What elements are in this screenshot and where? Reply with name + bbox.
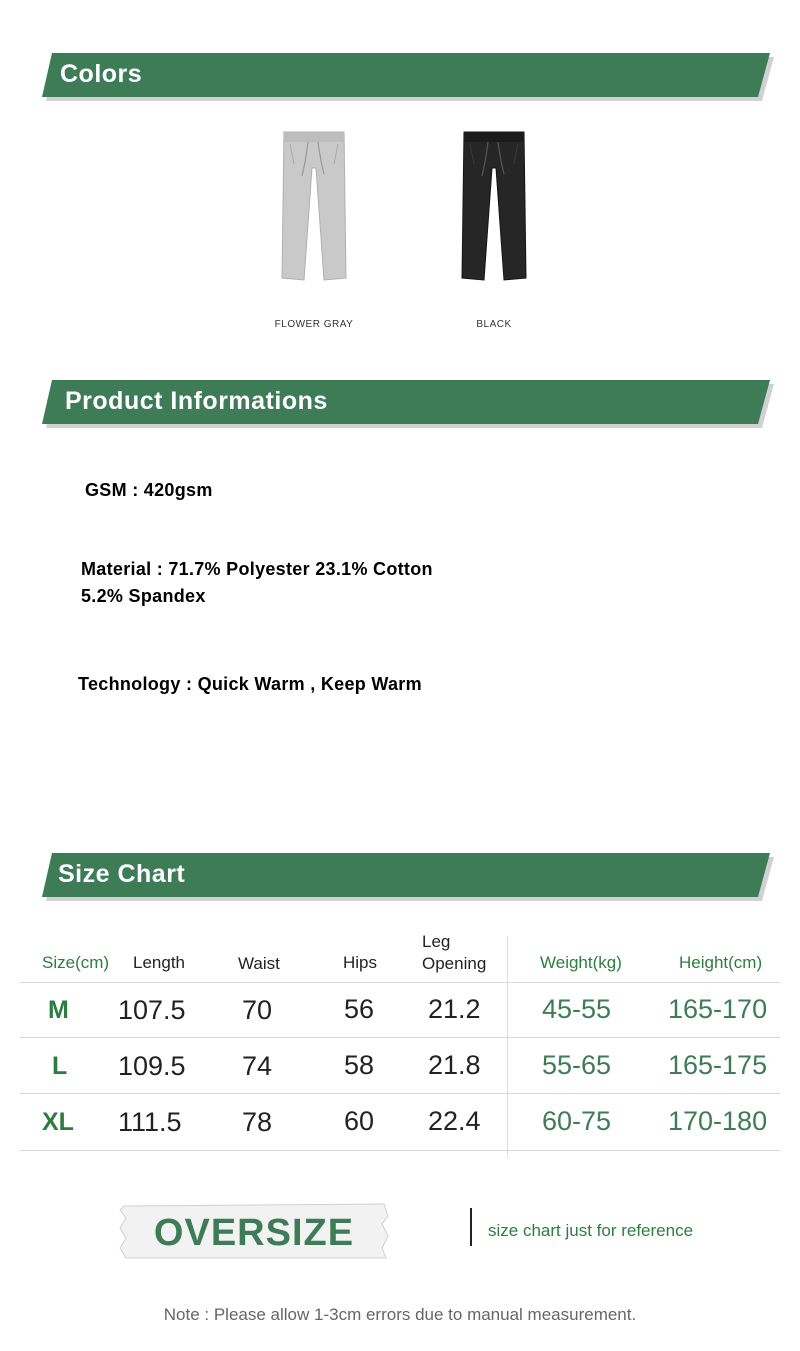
black-caption: BLACK	[476, 319, 512, 330]
table-divider	[20, 982, 780, 983]
header-length: Length	[133, 953, 185, 972]
hips-cell: 60	[344, 1106, 375, 1136]
height-cell: 170-180	[668, 1106, 768, 1136]
measurement-note: Note : Please allow 1-3cm errors due to manual measurement.	[163, 1305, 637, 1324]
product-info-title: Product Informations	[65, 387, 328, 415]
weight-cell: 55-65	[542, 1050, 612, 1080]
size-cell: M	[48, 996, 69, 1024]
leg-opening-cell: 22.4	[428, 1106, 481, 1136]
header-hips: Hips	[343, 953, 378, 972]
table-divider	[20, 1093, 780, 1094]
reference-text: size chart just for reference	[488, 1221, 694, 1240]
length-cell: 107.5	[118, 995, 186, 1025]
weight-cell: 60-75	[542, 1106, 612, 1136]
flower-gray-caption: FLOWER GRAY	[274, 319, 354, 330]
waist-cell: 70	[242, 995, 273, 1025]
colors-banner	[42, 53, 770, 97]
length-cell: 111.5	[118, 1107, 182, 1137]
header-waist: Waist	[238, 954, 280, 973]
size-chart-title: Size Chart	[58, 860, 186, 888]
table-vertical-divider	[507, 936, 508, 1158]
material-text-line2: 5.2% Spandex	[81, 586, 206, 606]
oversize-badge	[118, 1202, 390, 1260]
size-chart-banner	[42, 853, 770, 897]
technology-text: Technology : Quick Warm , Keep Warm	[78, 674, 422, 694]
leg-opening-cell: 21.2	[428, 994, 481, 1024]
black-pants-image	[458, 128, 530, 289]
gsm-text: GSM : 420gsm	[85, 480, 213, 500]
waist-cell: 74	[242, 1051, 273, 1081]
header-leg-line2: Opening	[422, 954, 487, 973]
size-cell: XL	[42, 1108, 74, 1136]
header-size: Size(cm)	[42, 953, 110, 972]
table-divider	[20, 1037, 780, 1038]
header-height: Height(cm)	[679, 953, 763, 972]
product-info-banner	[42, 380, 770, 424]
hips-cell: 56	[344, 994, 375, 1024]
height-cell: 165-170	[668, 994, 768, 1024]
oversize-badge-text: OVERSIZE	[153, 1212, 355, 1254]
header-weight: Weight(kg)	[540, 953, 622, 972]
height-cell: 165-175	[668, 1050, 768, 1080]
hips-cell: 58	[344, 1050, 375, 1080]
material-text-line1: Material : 71.7% Polyester 23.1% Cotton	[81, 559, 433, 579]
table-divider	[20, 1150, 780, 1151]
leg-opening-cell: 21.8	[428, 1050, 481, 1080]
header-leg-line1: Leg	[422, 932, 451, 951]
colors-title: Colors	[60, 60, 143, 88]
reference-divider	[470, 1208, 472, 1246]
length-cell: 109.5	[118, 1051, 186, 1081]
waist-cell: 78	[242, 1107, 273, 1137]
flower-gray-pants-image	[278, 128, 350, 289]
size-cell: L	[52, 1052, 68, 1080]
weight-cell: 45-55	[542, 994, 612, 1024]
